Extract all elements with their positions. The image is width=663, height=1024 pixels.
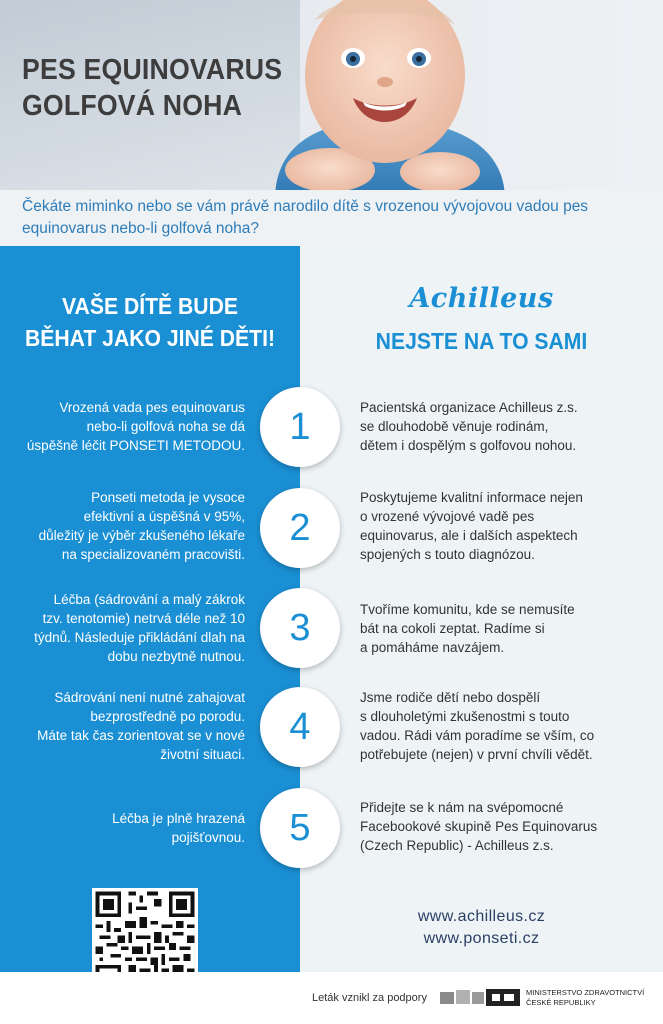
step-1-right-text [360, 398, 630, 455]
step-3-badge [260, 588, 340, 668]
step-line: Poskytujeme kvalitní informace nejen [360, 490, 583, 505]
step-line: o vrozené vývojové vadě pes [360, 509, 535, 524]
step-line: dobu nezbytně nutnou. [107, 649, 245, 664]
step-line: potřebujete (nejen) v první chvíli vědět. [360, 747, 593, 762]
step-line: pojišťovnou. [171, 830, 245, 845]
step-line: důležitý je výběr zkušeného lékaře [38, 528, 245, 543]
step-line: Facebookové skupině Pes Equinovarus [360, 819, 598, 834]
step-line: životní situaci. [160, 747, 245, 762]
step-line: (Czech Republic) - Achilleus z.s. [360, 838, 554, 853]
step-line: Jsme rodiče dětí nebo dospělí [360, 690, 541, 705]
page-title [22, 52, 282, 124]
step-4-number: 4 [289, 705, 311, 748]
step-line: efektivní a úspěšná v 95%, [83, 509, 245, 524]
step-5-badge [260, 788, 340, 868]
step-1-number: 1 [289, 405, 311, 448]
left-heading-line-1: VAŠE DÍTĚ BUDE [62, 293, 238, 319]
step-line: bezprostředně po porodu. [90, 709, 245, 724]
ministry-line-1: MINISTERSTVO ZDRAVOTNICTVÍ [526, 988, 645, 997]
ministry-emblem-icon [440, 988, 522, 1008]
step-line: bát na cokoli zeptat. Radíme si [360, 621, 545, 636]
ministry-name [526, 988, 644, 1008]
ministry-line-2: ČESKÉ REPUBLIKY [526, 998, 596, 1007]
step-3-number: 3 [289, 606, 311, 649]
step-line: equinovarus, ale i dalších aspektech [360, 528, 578, 543]
step-line: spojených s touto diagnózou. [360, 547, 535, 562]
step-1-left-text [20, 398, 245, 455]
logo-text: Achilleus [409, 283, 554, 314]
support-note: Leták vznikl za podpory [312, 992, 427, 1004]
step-2-left-text [20, 488, 245, 564]
step-line: Vrozená vada pes equinovarus [59, 400, 245, 415]
ponseti-link[interactable]: www.ponseti.cz [423, 930, 540, 947]
achilleus-logo [300, 283, 663, 314]
step-line: úspěšně léčit PONSETI METODOU. [26, 438, 245, 453]
step-line: Tvoříme komunitu, kde se nemusíte [360, 602, 575, 617]
step-line: Přidejte se k nám na svépomocné [360, 800, 564, 815]
step-3-right-text [360, 600, 630, 657]
step-5-right-text [360, 798, 630, 855]
step-line: Máte tak čas zorientovat se v nové [37, 728, 245, 743]
step-line: a pomáháme navzájem. [360, 640, 505, 655]
website-links [300, 906, 663, 950]
step-line: Sádrování není nutné zahajovat [54, 690, 245, 705]
step-line: týdnů. Následuje přikládání dlah na [34, 630, 245, 645]
hero-banner [0, 0, 663, 190]
step-line: Pacientská organizace Achilleus z.s. [360, 400, 578, 415]
step-line: nebo-li golfová noha se dá [86, 419, 245, 434]
step-2-number: 2 [289, 506, 311, 549]
step-line: vadou. Rádi vám poradíme se vším, co [360, 728, 595, 743]
achilleus-link[interactable]: www.achilleus.cz [417, 908, 546, 925]
step-line: Léčba (sádrování a malý zákrok [53, 592, 245, 607]
step-2-badge [260, 488, 340, 568]
step-1-badge [260, 387, 340, 467]
right-heading: NEJSTE NA TO SAMI [375, 328, 588, 354]
step-4-left-text [20, 688, 245, 764]
step-2-right-text [360, 488, 630, 564]
left-heading-line-2: BĚHAT JAKO JINÉ DĚTI! [24, 325, 276, 351]
step-4-right-text [360, 688, 630, 764]
intro-band [0, 190, 663, 246]
step-line: dětem i dospělým s golfovou nohou. [360, 438, 577, 453]
step-4-badge [260, 687, 340, 767]
intro-question: Čekáte miminko nebo se vám právě narodilo dítě s vrozenou vývojovou vadou pes equinovarus nebo-li golfová noha? [22, 198, 589, 237]
step-line: Ponseti metoda je vysoce [91, 490, 245, 505]
step-line: na specializovaném pracovišti. [61, 547, 245, 562]
step-3-left-text [20, 590, 245, 666]
step-line: se dlouhodobě věnuje rodinám, [360, 419, 549, 434]
step-line: s dlouholetými zkušenostmi s touto [360, 709, 570, 724]
step-5-left-text [20, 809, 245, 847]
footer [0, 972, 663, 1024]
title-line-2: GOLFOVÁ NOHA [22, 90, 243, 122]
title-line-1: PES EQUINOVARUS [22, 54, 283, 86]
step-line: Léčba je plně hrazená [112, 811, 245, 826]
step-line: tzv. tenotomie) netrvá déle než 10 [42, 611, 245, 626]
left-heading [12, 290, 288, 354]
step-5-number: 5 [289, 806, 311, 849]
